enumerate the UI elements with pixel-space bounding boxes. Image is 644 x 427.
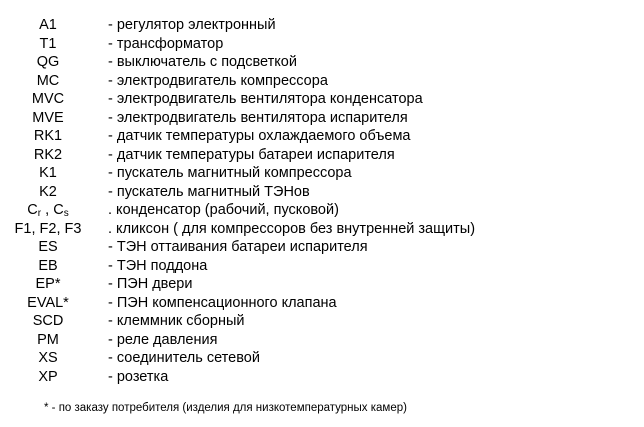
designation: ES — [38, 239, 58, 255]
description: - ТЭН оттаивания батареи испарителя — [108, 239, 368, 255]
designation: EB — [38, 257, 58, 274]
legend-row-cr-cs — [0, 201, 644, 220]
description: - пускатель магнитный ТЭНов — [108, 183, 310, 200]
designation: PM — [37, 331, 59, 348]
designation: EVAL* — [27, 294, 69, 311]
description: - ПЭН компенсационного клапана — [108, 294, 337, 311]
description: - пускатель магнитный компрессора — [108, 165, 352, 181]
legend-row-rk1 — [0, 127, 644, 146]
designation: XP — [38, 368, 58, 385]
description: - электродвигатель вентилятора испарителя — [108, 109, 408, 126]
description: . кликсон ( для компрессоров без внутренней защиты) — [108, 220, 476, 237]
description: - соединитель сетевой — [108, 350, 260, 366]
designation-symbol: C — [27, 202, 38, 218]
footnote: * - по заказу потребителя (изделия для низкотемпературных камер) — [44, 402, 407, 414]
designation: RK2 — [33, 146, 63, 163]
legend-row-k1 — [0, 164, 644, 183]
designation: MVE — [32, 109, 64, 126]
designation: XS — [38, 350, 58, 366]
legend-row-a1 — [0, 16, 644, 35]
description: - реле давления — [108, 331, 218, 348]
designation-subscript: r — [37, 208, 42, 219]
description: - ТЭН поддона — [108, 257, 208, 274]
designation: EP* — [35, 276, 61, 292]
description: - датчик температуры батареи испарителя — [108, 146, 395, 163]
legend-row-f1-f2-f3 — [0, 220, 644, 239]
legend-row-k2 — [0, 183, 644, 202]
designation: MVC — [31, 91, 65, 107]
legend-row-eval — [0, 294, 644, 313]
legend-row-ep — [0, 275, 644, 294]
description: - ПЭН двери — [108, 276, 193, 292]
legend-row-mve — [0, 109, 644, 128]
legend-row-pm — [0, 331, 644, 350]
designation: K2 — [39, 183, 57, 200]
description: - розетка — [108, 368, 169, 385]
description: - электродвигатель вентилятора конденсатора — [108, 91, 423, 107]
legend-row-mc — [0, 72, 644, 91]
description: . конденсатор (рабочий, пусковой) — [108, 202, 339, 218]
description: - выключатель с подсветкой — [108, 54, 297, 70]
legend-row-rk2 — [0, 146, 644, 165]
description: - трансформатор — [108, 35, 224, 52]
designation: SCD — [32, 313, 64, 329]
description: - регулятор электронный — [108, 17, 276, 33]
designation: A1 — [39, 17, 57, 33]
designation: T1 — [39, 35, 57, 52]
legend-row-mvc — [0, 90, 644, 109]
designation: F1, F2, F3 — [14, 220, 82, 237]
description: - электродвигатель компрессора — [108, 72, 328, 89]
designation: K1 — [39, 165, 57, 181]
designation: RK1 — [33, 128, 63, 144]
legend-row-eb — [0, 257, 644, 276]
designation-subscript: s — [63, 208, 69, 219]
description: - датчик температуры охлаждаемого объема — [108, 128, 411, 144]
legend-row-xp — [0, 368, 644, 387]
designation-symbol: C — [53, 202, 64, 218]
legend-row-es — [0, 238, 644, 257]
legend-row-scd — [0, 312, 644, 331]
legend-row-xs — [0, 349, 644, 368]
designation-separator: , — [41, 202, 54, 218]
legend-row-qg — [0, 53, 644, 72]
designation: MC — [36, 72, 60, 89]
legend-row-t1 — [0, 35, 644, 54]
designation: QG — [36, 54, 60, 70]
component-legend — [0, 16, 644, 386]
description: - клеммник сборный — [108, 313, 245, 329]
